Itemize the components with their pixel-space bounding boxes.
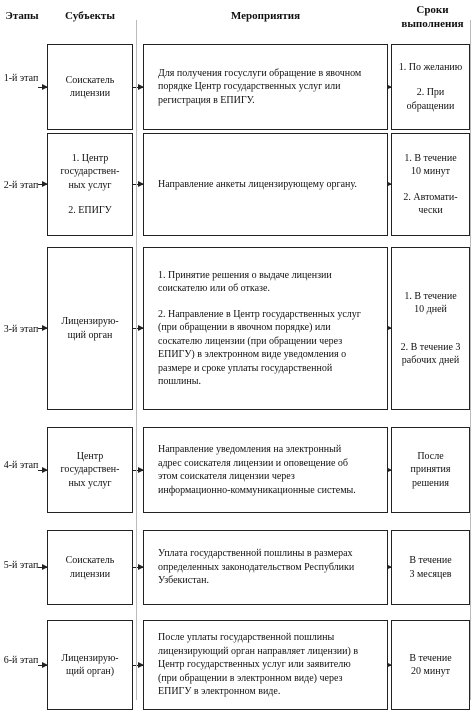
measure-box-5: Уплата государственной пошлины в размерах определенных законодательством Республики Узбекистан. bbox=[143, 530, 388, 605]
measure-box-4: Направление уведомления на электронный адрес соискателя лицензии и оповещение об этом соискателя лицензии через информационно-коммуникационные системы. bbox=[143, 427, 388, 513]
deadline-box-5: В течение 3 месяцев bbox=[391, 530, 470, 605]
header-measures: Мероприятия bbox=[230, 10, 301, 22]
subject-box-5: Соискатель лицензии bbox=[47, 530, 133, 605]
header-stages: Этапы bbox=[5, 10, 39, 22]
deadline-box-3: 1. В течение 10 дней 2. В течение 3 рабочих дней bbox=[391, 247, 470, 410]
subject-box-6: Лицензирую- щий орган) bbox=[47, 620, 133, 710]
flow-arrow-row1-1 bbox=[38, 87, 47, 88]
deadline-box-1: 1. По желанию 2. При обращении bbox=[391, 44, 470, 130]
flow-arrow-row1-2 bbox=[133, 87, 143, 88]
subject-box-2: 1. Центр государствен- ных услуг 2. ЕПИГУ bbox=[47, 133, 133, 236]
measure-box-1: Для получения госуслуги обращение в явочном порядке Центр государственных услуг или регистрация в ЕПИГУ. bbox=[143, 44, 388, 130]
measure-box-2: Направление анкеты лицензирующему органу. bbox=[143, 133, 388, 236]
subject-box-1: Соискатель лицензии bbox=[47, 44, 133, 130]
stage-label-3: 3-й этап bbox=[3, 324, 39, 335]
deadline-box-4: После принятия решения bbox=[391, 427, 470, 513]
stage-label-5: 5-й этап bbox=[3, 560, 39, 571]
stage-label-4: 4-й этап bbox=[3, 460, 39, 471]
header-subjects: Субъекты bbox=[65, 10, 115, 22]
stage-label-6: 6-й этап bbox=[3, 655, 39, 666]
flow-arrow-row6-2 bbox=[133, 665, 143, 666]
subject-box-4: Центр государствен- ных услуг bbox=[47, 427, 133, 513]
flow-arrow-row5-2 bbox=[133, 567, 143, 568]
stage-label-2: 2-й этап bbox=[3, 180, 39, 191]
flow-arrow-row4-2 bbox=[133, 470, 143, 471]
header-deadlines: Сроки выполнения bbox=[401, 4, 464, 31]
column-guide-line bbox=[470, 20, 471, 700]
measure-box-3: 1. Принятие решения о выдаче лицензии соискателю или об отказе. 2. Направление в Центр государственных услуг (при обращении в явочном порядке) или соскателю лицензии (при обращении через ЕПИГУ) в электронном виде уведомления о размере и сроке уплаты государственной пошлины. bbox=[143, 247, 388, 410]
flow-arrow-row3-2 bbox=[133, 328, 143, 329]
column-guide-line bbox=[136, 20, 137, 700]
subject-box-3: Лицензирую- щий орган bbox=[47, 247, 133, 410]
measure-box-6: После уплаты государственной пошлины лицензирующий орган направляет лицензии) в Центр государственных услуг или заявителю (при обращении в электронном виде) через ЕПИГУ в электронном виде. bbox=[143, 620, 388, 710]
deadline-box-6: В течение 20 минут bbox=[391, 620, 470, 710]
stage-label-1: 1-й этап bbox=[3, 73, 39, 84]
deadline-box-2: 1. В течение 10 минут 2. Автомати- чески bbox=[391, 133, 470, 236]
flow-arrow-row2-2 bbox=[133, 184, 143, 185]
